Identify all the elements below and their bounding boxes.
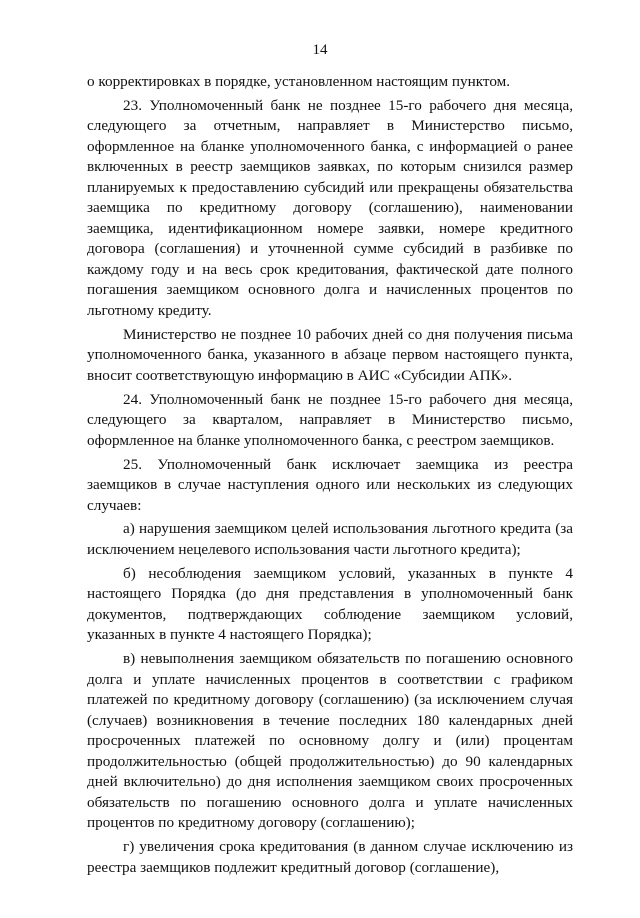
paragraph-item-24: 24. Уполномоченный банк не позднее 15-го рабочего дня месяца, следующего за кварталом, направляет в Министерство письмо, оформленное на бланке уполномоченного банка, с реестром заемщиков. xyxy=(87,390,573,449)
paragraph-continuation: о корректировках в порядке, установленном настоящим пунктом. xyxy=(87,73,511,90)
paragraph-ministry-note: Министерство не позднее 10 рабочих дней со дня получения письма уполномоченного банка, указанного в абзаце первом настоящего пункта, вносит соответствующую информацию в АИС «Субсидии АПК». xyxy=(87,325,573,384)
paragraph-case-v: в) невыполнения заемщиком обязательств по погашению основного долга и уплате начисленных процентов в соответствии с графиком платежей по кредитному договору (соглашению) (за исключением случая (случаев) возникновения в течение последних 180 календарных дней просроченных платежей по основному долгу и (или) процентам продолжительностью (общей продолжительностью) до 90 календарных дней включительно) до дня исполнения заемщиком своих просроченных обязательств по погашению основного долга и уплате начисленных процентов по кредитному договору (соглашению); xyxy=(87,650,573,832)
paragraph-case-b: б) несоблюдения заемщиком условий, указанных в пункте 4 настоящего Порядка (до дня представления в уполномоченный банк документов, подтверждающих соблюдение заемщиком условий, указанных в пункте 4 настоящего Порядка); xyxy=(87,564,573,644)
document-body xyxy=(87,72,573,882)
page-number: 14 xyxy=(312,42,328,58)
paragraph-case-a: а) нарушения заемщиком целей использования льготного кредита (за исключением нецелевого использования части льготного кредита); xyxy=(87,520,573,558)
paragraph-case-g: г) увеличения срока кредитования (в данном случае исключению из реестра заемщиков подлежит кредитный договор (соглашение), xyxy=(87,838,573,876)
paragraph-item-23: 23. Уполномоченный банк не позднее 15-го рабочего дня месяца, следующего за отчетным, направляет в Министерство письмо, оформленное на бланке уполномоченного банка, с информацией о ранее включенных в реестр заемщиков заявках, по которым снизился размер планируемых к предоставлению субсидий или прекращены обязательства заемщика по кредитному договору (соглашению), наименовании заемщика, идентификационном номере заявки, номере кредитного договора (соглашения) и уточненной сумме субсидий в разбивке по каждому году и на весь срок кредитования, фактической дате полного погашения заемщиком основного долга и начисленных процентов по льготному кредиту. xyxy=(87,96,573,319)
paragraph-item-25: 25. Уполномоченный банк исключает заемщика из реестра заемщиков в случае наступления одного или нескольких из следующих случаев: xyxy=(87,455,573,514)
